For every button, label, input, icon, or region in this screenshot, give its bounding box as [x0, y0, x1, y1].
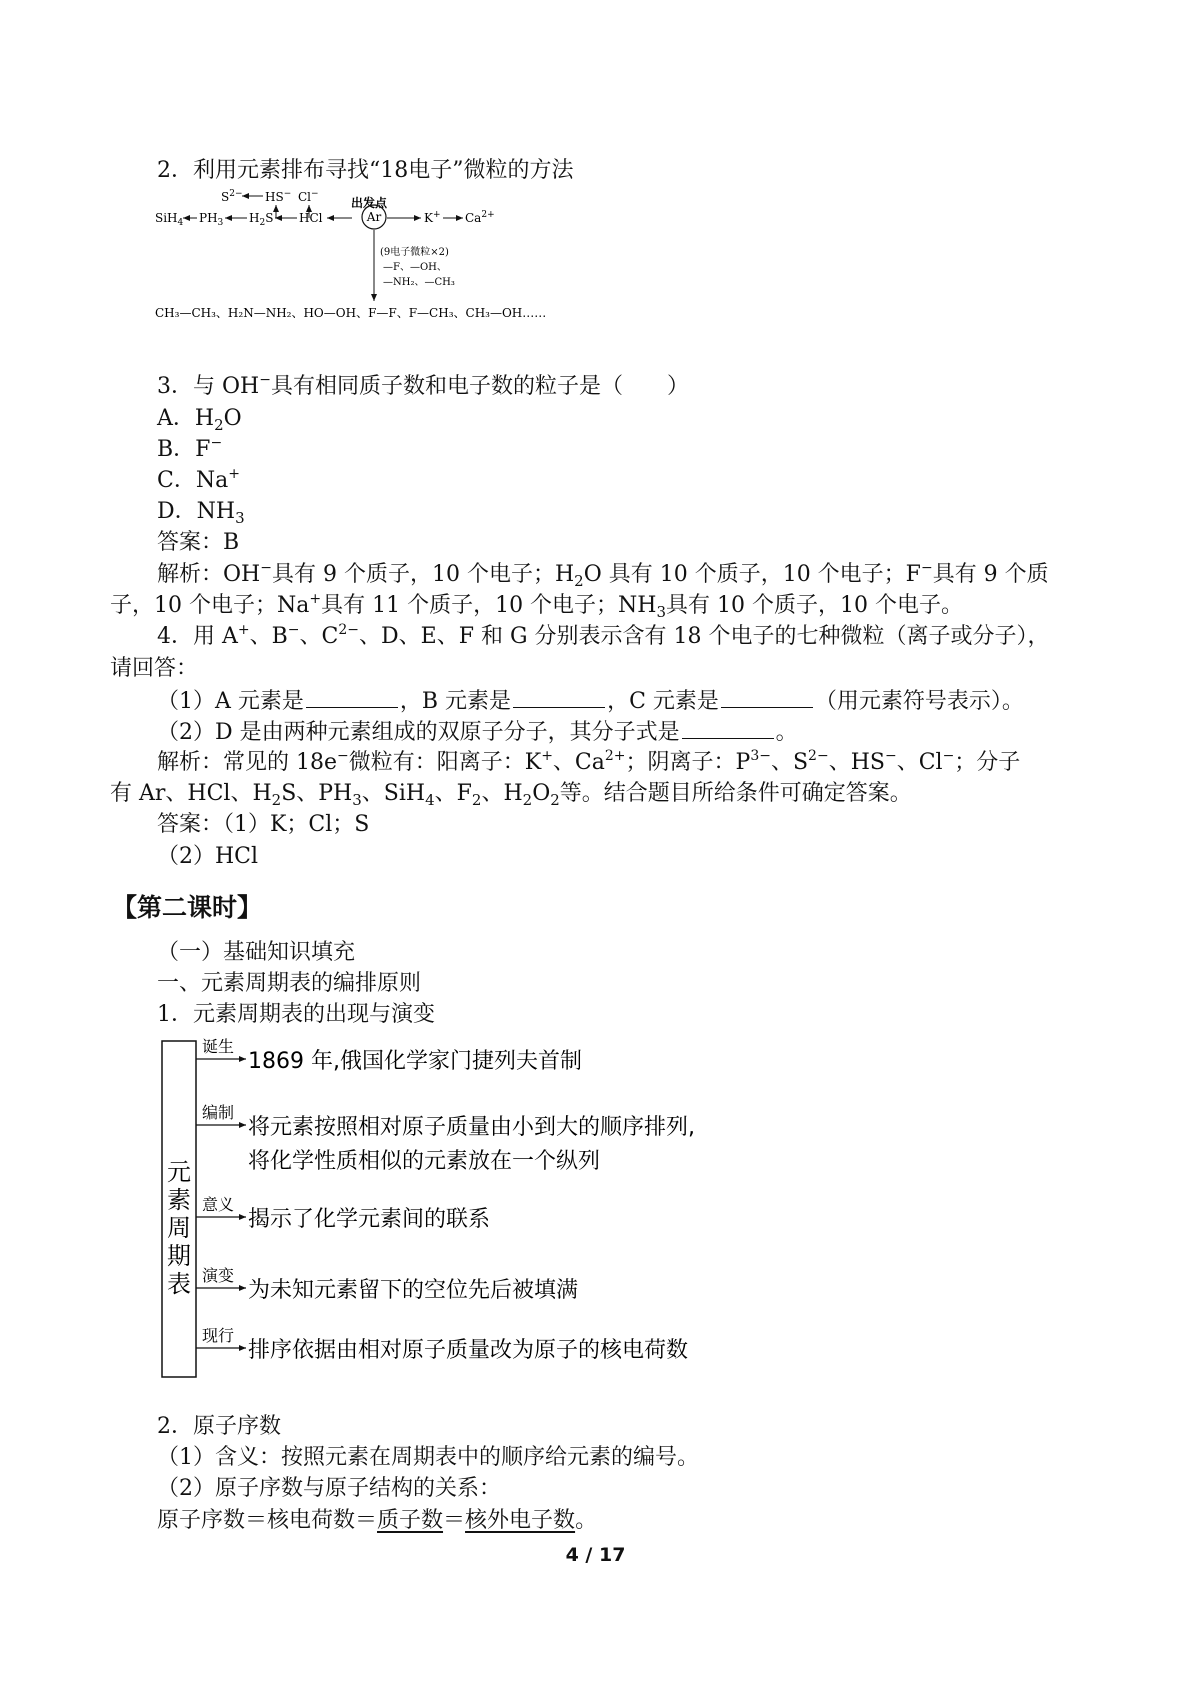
- item-current-text: 排序依据由相对原子质量改为原子的核电荷数: [248, 1338, 689, 1363]
- page-number: 4 / 17: [565, 1544, 626, 1566]
- note-line3: —NH₂、—CH₃: [383, 277, 455, 288]
- start-label: 出发点: [351, 196, 388, 210]
- h2s: $H_2S$: [249, 211, 274, 228]
- q4-part1: （1）A 元素是 ，B 元素是 ，C 元素是 （用元素符号表示）。: [157, 685, 1024, 717]
- lesson-sub-2: 一、元素周期表的编排原则: [157, 971, 422, 996]
- q3-option-c: C．Na+: [157, 466, 240, 493]
- hcl: HCl: [299, 211, 323, 225]
- blank-d[interactable]: [682, 716, 774, 739]
- blank-b[interactable]: [513, 685, 605, 708]
- bottom-particles: CH₃—CH₃、H₂N—NH₂、HO—OH、F—F、F—CH₃、CH₃—OH……: [155, 306, 547, 320]
- atomic-number-p2: （2）原子序数与原子结构的关系：: [157, 1476, 501, 1501]
- atomic-number-equation: 原子序数＝核电荷数＝质子数＝核外电子数。: [157, 1508, 598, 1533]
- lesson-sub-3: 1．元素周期表的出现与演变: [157, 1002, 435, 1027]
- box-char-3: 周: [167, 1214, 191, 1242]
- cl-ion: Cl−: [298, 189, 319, 204]
- tag-significance: 意义: [202, 1195, 235, 1214]
- periodic-table-history-diagram: [160, 1030, 780, 1390]
- blank-a[interactable]: [306, 685, 398, 708]
- box-char-4: 期: [167, 1242, 191, 1270]
- electron-diagram: [155, 183, 615, 343]
- section-title: 2．利用元素排布寻找“18电子”微粒的方法: [157, 158, 574, 183]
- q4-answer-1: 答案：（1）K；Cl；S: [157, 812, 370, 837]
- atomic-number-p1: （1）含义：按照元素在周期表中的顺序给元素的编号。: [157, 1445, 699, 1470]
- tag-current: 现行: [202, 1326, 235, 1345]
- lesson-sub-1: （一）基础知识填充: [157, 940, 356, 965]
- q3-stem: 3．与 OH−具有相同质子数和电子数的粒子是（ ）: [157, 372, 689, 399]
- k-ion: K+: [424, 210, 441, 225]
- ar-center: Ar: [366, 210, 382, 224]
- box-char-1: 元: [167, 1158, 191, 1186]
- q4-explanation-2: 有 Ar、HCl、$H_2S$、$PH_3$、SiH$_4$、$F_2$、$H_2O_2$等。结合题目所给条件可确定答案。: [110, 781, 912, 809]
- q3-explanation-2: 子，10 个电子；Na+具有 11 个质子，10 个电子；$NH_3$具有 10 个质子，10 个电子。: [110, 591, 964, 621]
- item-compile-text-2: 将化学性质相似的元素放在一个纵列: [248, 1149, 601, 1174]
- ph3: $PH_3$: [199, 211, 224, 228]
- item-birth-text: 1869 年,俄国化学家门捷列夫首制: [248, 1049, 582, 1074]
- item-evolution-text: 为未知元素留下的空位先后被填满: [248, 1278, 579, 1303]
- sih4: SiH$_4$: [155, 211, 184, 228]
- hs-ion: HS−: [265, 189, 292, 204]
- q3-option-b: B．F−: [157, 435, 223, 462]
- item-significance-text: 揭示了化学元素间的联系: [248, 1207, 491, 1232]
- note-line2: —F、—OH、: [383, 262, 447, 273]
- blank-c[interactable]: [721, 685, 813, 708]
- ca-ion: $Ca^{2+}$: [465, 210, 495, 225]
- tag-birth: 诞生: [202, 1037, 235, 1056]
- q4-stem-1: 4．用 A+、B−、$C^{2-}$、D、E、F 和 G 分别表示含有 18 个电子的七种微粒（离子或分子），: [157, 622, 1050, 649]
- tag-evolution: 演变: [202, 1266, 235, 1285]
- q4-explanation-1: 解析：常见的 18e−微粒有：阳离子：K+、$Ca^{2+}$；阴离子：$P^{3-}$、$S^{2-}$、HS−、Cl−；分子: [157, 748, 1021, 775]
- q3-option-a: A．$H_2O$: [157, 406, 242, 434]
- box-char-5: 表: [167, 1270, 191, 1298]
- tag-compile: 编制: [202, 1103, 235, 1122]
- q3-explanation-1: 解析：OH−具有 9 个质子，10 个电子；$H_2O$ 具有 10 个质子，10 个电子；F−具有 9 个质: [157, 560, 1049, 590]
- item-compile-text-1: 将元素按照相对原子质量由小到大的顺序排列,: [248, 1115, 695, 1140]
- q4-part2: （2）D 是由两种元素组成的双原子分子，其分子式是 。: [157, 716, 798, 748]
- q3-option-d: D．$NH_3$: [157, 499, 245, 527]
- atomic-number-title: 2．原子序数: [157, 1414, 281, 1439]
- box-char-2: 素: [167, 1186, 191, 1214]
- q4-stem-2: 请回答：: [110, 656, 199, 681]
- lesson-heading: 【第二课时】: [112, 893, 263, 922]
- note-line1: (9电子微粒×2): [380, 247, 449, 258]
- q3-answer: 答案：B: [157, 530, 240, 555]
- q4-answer-2: （2）HCl: [157, 844, 259, 869]
- s2-ion: $S^{2-}$: [221, 189, 243, 204]
